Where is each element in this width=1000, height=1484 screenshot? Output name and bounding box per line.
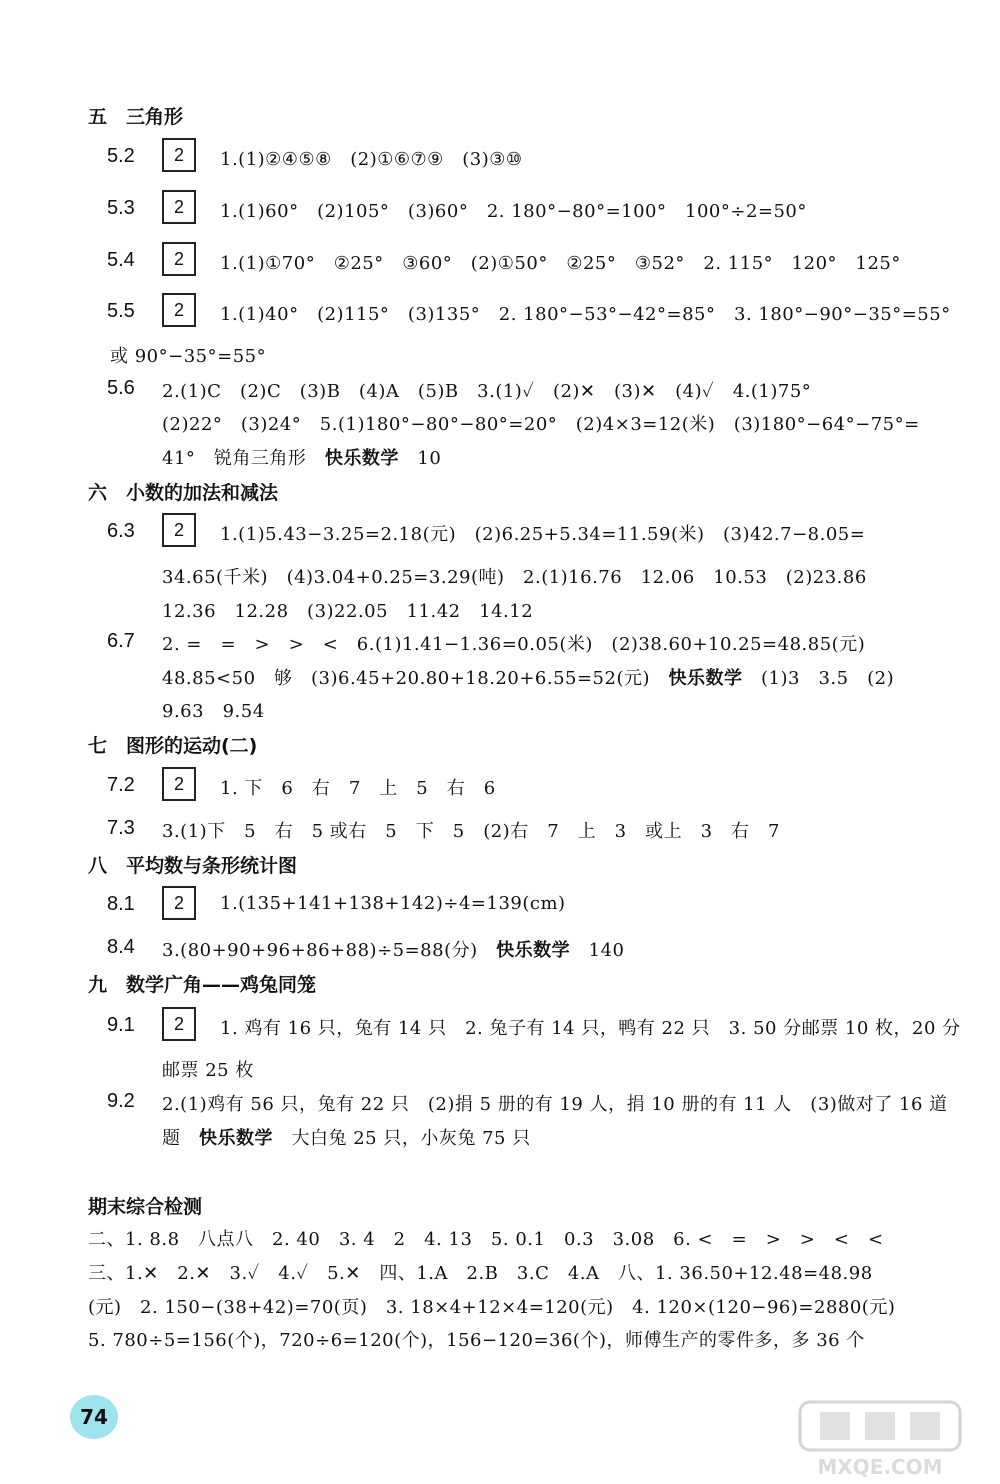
item-number: 5.5 [107,300,135,322]
answer-line: 1. 下 6 右 7 上 5 右 6 [220,778,496,799]
happy-math-label: 快乐数学 [496,940,571,961]
watermark-graphic [780,1400,980,1480]
item-number: 6.3 [107,520,135,542]
level-box: 2 [162,293,196,327]
section-title-9: 九 数学广角——鸡兔同笼 [88,974,317,996]
level-box: 2 [162,767,196,801]
answer-line: 2.(1)鸡有 56 只，兔有 22 只 (2)捐 5 册的有 19 人，捐 10 册的有 11 人 (3)做对了 16 道 [162,1094,948,1115]
answer-line: (2)22° (3)24° 5.(1)180°−80°−80°=20° (2)4×3=12(米) (3)180°−64°−75°= [162,414,920,435]
section-title-final: 期末综合检测 [88,1196,203,1218]
answer-text: 41° 锐角三角形 [162,448,307,469]
item-number: 6.7 [107,630,135,652]
answer-line [162,664,894,690]
item-number: 7.2 [107,774,135,796]
section-title-5: 五 三角形 [88,106,184,128]
answer-line: 1.(1)②④⑤⑧ (2)①⑥⑦⑨ (3)③⑩ [220,149,523,170]
level-box: 2 [162,190,196,224]
answer-line: 3.(1)下 5 右 5 或右 5 下 5 (2)右 7 上 3 或上 3 右 7 [162,821,781,842]
answer-line [162,1124,531,1150]
answer-line: 1. 鸡有 16 只，兔有 14 只 2. 兔子有 14 只，鸭有 22 只 3. 50 分邮票 10 枚，20 分 [220,1018,961,1039]
answer-line [162,444,441,470]
happy-math-label: 快乐数学 [668,668,743,689]
section-title-6: 六 小数的加法和减法 [88,482,279,504]
answer-line: 34.65(千米) (4)3.04+0.25=3.29(吨) 2.(1)16.76 12.06 10.53 (2)23.86 [162,567,867,588]
level-box: 2 [162,138,196,172]
answer-line: 9.63 9.54 [162,701,265,722]
watermark-logo [780,1400,980,1480]
item-number: 5.2 [107,145,135,167]
answer-text: 140 [588,940,625,961]
answer-line: 邮票 25 枚 [162,1060,254,1081]
happy-math-label: 快乐数学 [199,1128,273,1149]
item-number: 8.1 [107,893,135,915]
answer-line: 2. = = > > < 6.(1)1.41−1.36=0.05(米) (2)38.60+10.25=48.85(元) [162,634,866,655]
answer-line: 1.(1)5.43−3.25=2.18(元) (2)6.25+5.34=11.59(米) (3)42.7−8.05= [220,524,866,545]
level-box: 2 [162,886,196,920]
level-box: 2 [162,1007,196,1041]
item-number: 7.3 [107,817,135,839]
answer-line: 或 90°−35°=55° [110,346,267,367]
section-title-7: 七 图形的运动(二) [88,735,258,757]
answer-line: 2.(1)C (2)C (3)B (4)A (5)B 3.(1)✓ (2)✕ (3)✕ (4)✓ 4.(1)75° [162,381,812,402]
level-box: 2 [162,242,196,276]
section-title-8: 八 平均数与条形统计图 [88,855,298,877]
answer-line: 1.(1)①70° ②25° ③60° (2)①50° ②25° ③52° 2. 115° 120° 125° [220,253,901,274]
answer-text: 10 [417,448,442,469]
answer-line: 1.(1)60° (2)105° (3)60° 2. 180°−80°=100° 100°÷2=50° [220,201,807,222]
answer-line: 1.(1)40° (2)115° (3)135° 2. 180°−53°−42°=85° 3. 180°−90°−35°=55° [220,304,951,325]
answer-text: (1)3 3.5 (2) [761,668,895,689]
item-number: 9.2 [107,1090,135,1112]
level-box: 2 [162,513,196,547]
answer-line: 三、1.✕ 2.✕ 3.✓ 4.✓ 5.✕ 四、1.A 2.B 3.C 4.A 八、1. 36.50+12.48=48.98 [88,1263,873,1284]
page-number-badge: 74 [70,1395,118,1439]
answer-line: 1.(135+141+138+142)÷4=139(cm) [220,893,566,914]
answer-line [162,936,625,962]
answer-line: 二、1. 8.8 八点八 2. 40 3. 4 2 4. 13 5. 0.1 0.3 3.08 6. < = > > < < [88,1229,884,1250]
item-number: 5.3 [107,197,135,219]
item-number: 8.4 [107,936,135,958]
item-number: 5.6 [107,377,135,399]
answer-line: 12.36 12.28 (3)22.05 11.42 14.12 [162,601,534,622]
answer-text: 题 [162,1128,181,1149]
answer-line: (元) 2. 150−(38+42)=70(页) 3. 18×4+12×4=120(元) 4. 120×(120−96)=2880(元) [88,1297,896,1318]
answer-line: 5. 780÷5=156(个)，720÷6=120(个)，156−120=36(个)，师傅生产的零件多，多 36 个 [88,1330,865,1351]
item-number: 5.4 [107,249,135,271]
watermark-text: MXQE.COM [817,1455,943,1479]
answer-text: 大白兔 25 只，小灰兔 75 只 [291,1128,531,1149]
answer-text: 48.85<50 够 (3)6.45+20.80+18.20+6.55=52(元) [162,668,651,689]
happy-math-label: 快乐数学 [324,448,399,469]
item-number: 9.1 [107,1014,135,1036]
answer-text: 3.(80+90+96+86+88)÷5=88(分) [162,940,478,961]
